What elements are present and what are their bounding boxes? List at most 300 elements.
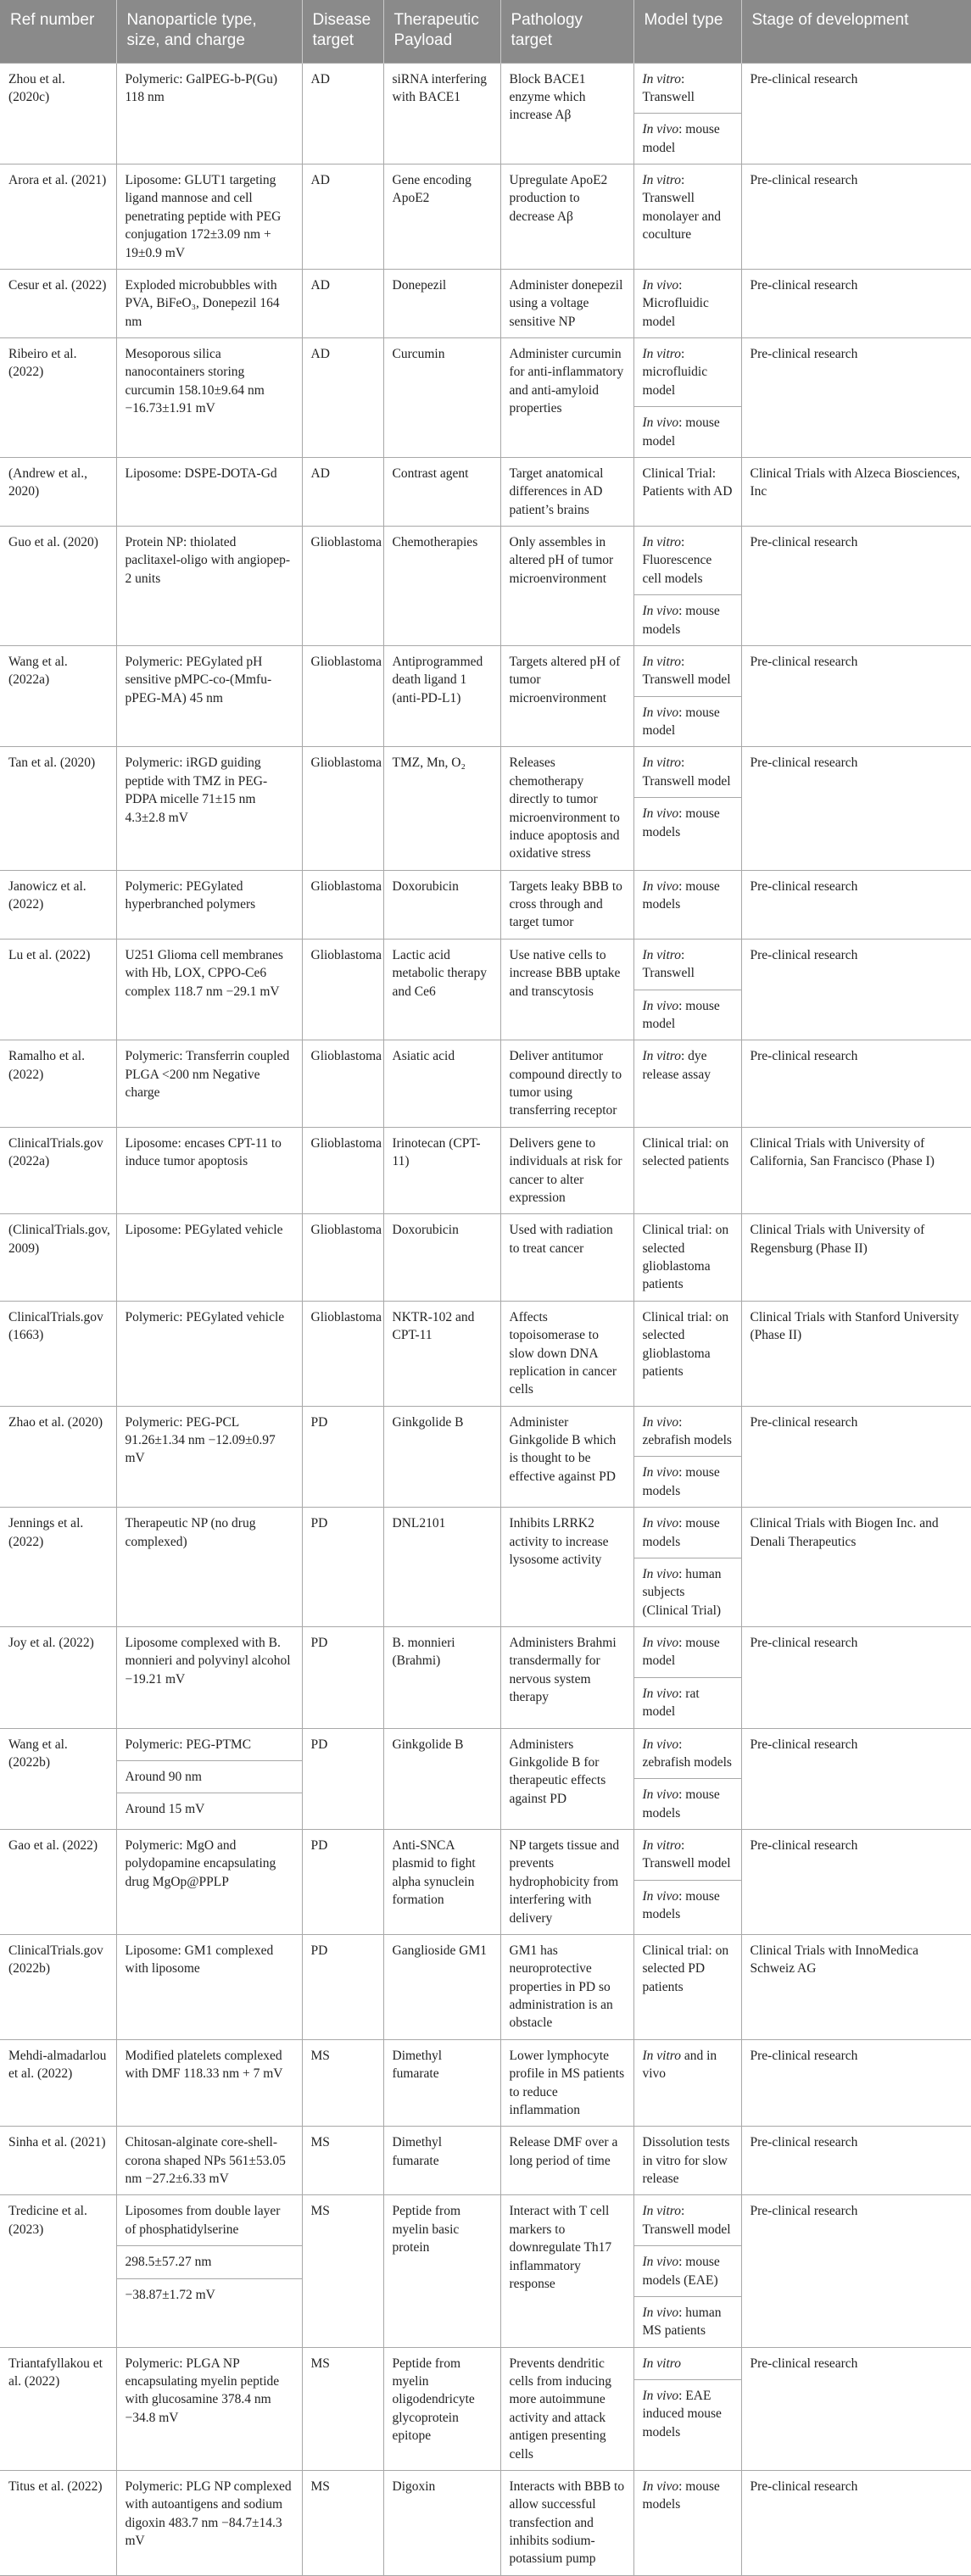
cell-disease: PD xyxy=(302,1934,383,2039)
cell-disease: AD xyxy=(302,457,383,526)
model-text: : Fluorescence cell models xyxy=(642,535,712,586)
cell-model xyxy=(633,1301,741,1406)
model-text: : mouse model xyxy=(642,998,720,1031)
cell-disease: MS xyxy=(302,2470,383,2575)
model-text: : mouse models xyxy=(642,2478,720,2512)
table-body xyxy=(0,63,971,2575)
model-text: : Transwell monolayer and coculture xyxy=(642,173,722,243)
model-text: : mouse model xyxy=(642,705,720,738)
cell-stage: Pre-clinical research xyxy=(741,870,971,939)
model-entry xyxy=(634,113,741,164)
table-row xyxy=(0,870,971,939)
table-row xyxy=(0,1214,971,1302)
model-text: and in vivo xyxy=(642,2048,717,2082)
cell-nanoparticle xyxy=(116,2195,302,2347)
cell-payload: Donepezil xyxy=(383,269,500,337)
cell-model xyxy=(633,2127,741,2195)
table-row xyxy=(0,1934,971,2039)
cell-payload: Ginkgolide B xyxy=(383,1728,500,1830)
model-label: In vivo xyxy=(642,1636,679,1650)
cell-model xyxy=(633,269,741,337)
model-text: : mouse models xyxy=(642,604,720,637)
cell-nanoparticle: Polymeric: GalPEG-b-P(Gu) 118 nm xyxy=(116,63,302,164)
cell-payload: Lactic acid metabolic therapy and Ce6 xyxy=(383,939,500,1040)
model-text: : mouse models xyxy=(642,806,720,839)
cell-nanoparticle: Polymeric: PEGylated vehicle xyxy=(116,1301,302,1406)
cell-stage: Clinical Trials with Stanford University (Phase II) xyxy=(741,1301,971,1406)
nanoparticle-line: 298.5±57.27 nm xyxy=(117,2245,302,2278)
cell-pathology: Releases chemotherapy directly to tumor microenvironment to induce apoptosis and oxidative stress xyxy=(500,747,633,870)
model-entry xyxy=(634,990,741,1040)
cell-nanoparticle: Exploded microbubbles with PVA, BiFeO₃, Donepezil 164 nm xyxy=(116,269,302,337)
cell-disease: MS xyxy=(302,2347,383,2470)
model-entry xyxy=(643,465,733,501)
header-stage: Stage of development xyxy=(741,0,971,63)
model-text: Clinical trial: on selected patients xyxy=(642,1135,729,1169)
cell-payload: TMZ, Mn, O₂ xyxy=(383,747,500,870)
table-row xyxy=(0,1127,971,1214)
model-label: In vivo xyxy=(642,1465,679,1480)
cell-payload: DNL2101 xyxy=(383,1508,500,1627)
cell-nanoparticle: Liposome: PEGylated vehicle xyxy=(116,1214,302,1302)
model-entry xyxy=(634,1830,741,1880)
cell-disease: Glioblastoma xyxy=(302,1127,383,1214)
model-label: In vivo xyxy=(642,2305,679,2320)
cell-nanoparticle: Polymeric: iRGD guiding peptide with TMZ in PEG-PDPA micelle 71±15 nm 4.3±2.8 mV xyxy=(116,747,302,870)
cell-ref: Wang et al. (2022b) xyxy=(0,1728,116,1830)
cell-model xyxy=(633,1728,741,1830)
model-entry xyxy=(634,2195,741,2245)
cell-stage: Pre-clinical research xyxy=(741,2470,971,2575)
cell-stage: Pre-clinical research xyxy=(741,1627,971,1729)
cell-nanoparticle: U251 Glioma cell membranes with Hb, LOX, CPPO-Ce6 complex 118.7 nm −29.1 mV xyxy=(116,939,302,1040)
cell-model xyxy=(633,2347,741,2470)
table-header xyxy=(0,0,971,63)
cell-nanoparticle: Mesoporous silica nanocontainers storing curcumin 158.10±9.64 nm −16.73±1.91 mV xyxy=(116,338,302,458)
table-row xyxy=(0,1406,971,1508)
cell-disease: AD xyxy=(302,164,383,270)
model-text: : mouse models xyxy=(642,878,720,912)
model-text: : mouse model xyxy=(642,122,720,155)
cell-nanoparticle: Protein NP: thiolated paclitaxel-oligo with angiopep-2 units xyxy=(116,527,302,646)
cell-nanoparticle: Liposome: GM1 complexed with liposome xyxy=(116,1934,302,2039)
cell-stage: Clinical Trials with Biogen Inc. and Denali Therapeutics xyxy=(741,1508,971,1627)
table-row xyxy=(0,645,971,747)
cell-pathology: Target anatomical differences in AD patient’s brains xyxy=(500,457,633,526)
cell-payload: Antiprogrammed death ligand 1 (anti-PD-L1) xyxy=(383,645,500,747)
model-label: In vivo xyxy=(642,2255,679,2270)
cell-stage: Pre-clinical research xyxy=(741,269,971,337)
model-label: In vivo xyxy=(642,806,679,822)
header-disease: Disease target xyxy=(302,0,383,63)
table-row xyxy=(0,1508,971,1627)
model-entry xyxy=(634,797,741,848)
cell-ref: Triantafyllakou et al. (2022) xyxy=(0,2347,116,2470)
cell-nanoparticle: Polymeric: PEGylated hyperbranched polymers xyxy=(116,870,302,939)
cell-nanoparticle: Chitosan-alginate core-shell-corona shaped NPs 561±53.05 nm −27.2±6.33 mV xyxy=(116,2127,302,2195)
cell-stage: Pre-clinical research xyxy=(741,2127,971,2195)
cell-pathology: Administer Ginkgolide B which is thought to be effective against PD xyxy=(500,1406,633,1508)
cell-ref: Ramalho et al. (2022) xyxy=(0,1040,116,1128)
cell-nanoparticle: Therapeutic NP (no drug complexed) xyxy=(116,1508,302,1627)
cell-nanoparticle: Liposome: encases CPT-11 to induce tumor apoptosis xyxy=(116,1127,302,1214)
cell-nanoparticle: Polymeric: PLG NP complexed with autoantigens and sodium digoxin 483.7 nm −84.7±14.3 mV xyxy=(116,2470,302,2575)
cell-ref: Zhou et al. (2020c) xyxy=(0,63,116,164)
cell-stage: Clinical Trials with University of California, San Francisco (Phase I) xyxy=(741,1127,971,1214)
table-row xyxy=(0,939,971,1040)
cell-model xyxy=(633,870,741,939)
cell-payload: Peptide from myelin oligodendricyte glycoprotein epitope xyxy=(383,2347,500,2470)
model-entry xyxy=(634,594,741,645)
model-entry xyxy=(643,1047,733,1084)
model-text: Clinical trial: on selected glioblastoma patients xyxy=(642,1309,729,1379)
cell-ref: Sinha et al. (2021) xyxy=(0,2127,116,2195)
cell-disease: PD xyxy=(302,1627,383,1729)
cell-payload: Dimethyl fumarate xyxy=(383,2039,500,2127)
cell-pathology: NP targets tissue and prevents hydrophobicity from interfering with delivery xyxy=(500,1830,633,1935)
cell-pathology: Release DMF over a long period of time xyxy=(500,2127,633,2195)
model-text: Dissolution tests in vitro for slow release xyxy=(642,2135,730,2186)
cell-model xyxy=(633,2039,741,2127)
cell-nanoparticle: Polymeric: Transferrin coupled PLGA <200 nm Negative charge xyxy=(116,1040,302,1128)
model-entry xyxy=(634,1627,741,1677)
table-row xyxy=(0,457,971,526)
model-entry xyxy=(634,1880,741,1931)
header-pathology: Pathology target xyxy=(500,0,633,63)
model-label: In vitro xyxy=(642,2048,681,2063)
cell-disease: MS xyxy=(302,2195,383,2347)
model-text: : Transwell xyxy=(642,71,695,104)
cell-stage: Pre-clinical research xyxy=(741,2039,971,2127)
cell-model xyxy=(633,338,741,458)
cell-model xyxy=(633,645,741,747)
header-payload: Therapeutic Payload xyxy=(383,0,500,63)
cell-ref: Zhao et al. (2020) xyxy=(0,1406,116,1508)
model-entry xyxy=(634,64,741,114)
cell-disease: AD xyxy=(302,63,383,164)
model-label: In vitro xyxy=(642,947,681,962)
model-label: In vivo xyxy=(642,2478,679,2494)
cell-ref: Arora et al. (2021) xyxy=(0,164,116,270)
table-row xyxy=(0,1627,971,1729)
model-text: : mouse models xyxy=(642,1465,720,1498)
model-text: : dye release assay xyxy=(642,1049,711,1082)
model-label: In vivo xyxy=(642,2389,679,2403)
model-entry xyxy=(634,1677,741,1728)
cell-model xyxy=(633,1627,741,1729)
model-label: In vitro xyxy=(642,2204,681,2219)
model-entry xyxy=(634,2348,741,2379)
cell-stage: Clinical Trials with University of Regensburg (Phase II) xyxy=(741,1214,971,1302)
header-nanoparticle: Nanoparticle type, size, and charge xyxy=(116,0,302,63)
model-label: In vitro xyxy=(642,535,681,549)
table-row xyxy=(0,1728,971,1830)
cell-nanoparticle: Polymeric: PEG-PCL 91.26±1.34 nm −12.09±0.97 mV xyxy=(116,1406,302,1508)
cell-stage: Pre-clinical research xyxy=(741,747,971,870)
model-entry xyxy=(634,1558,741,1626)
cell-nanoparticle: Liposome: DSPE-DOTA-Gd xyxy=(116,457,302,526)
model-text: : Transwell model xyxy=(642,756,731,789)
nanoparticle-line: Liposomes from double layer of phosphatidylserine xyxy=(125,2204,281,2237)
cell-ref: Lu et al. (2022) xyxy=(0,939,116,1040)
model-label: In vitro xyxy=(642,654,681,669)
cell-pathology: Lower lymphocyte profile in MS patients to reduce inflammation xyxy=(500,2039,633,2127)
cell-disease: PD xyxy=(302,1406,383,1508)
model-entry xyxy=(634,527,741,594)
cell-model xyxy=(633,939,741,1040)
model-entry xyxy=(643,2133,733,2188)
table-row xyxy=(0,2195,971,2347)
cell-pathology: Deliver antitumor compound directly to tumor using transferring receptor xyxy=(500,1040,633,1128)
cell-nanoparticle: Polymeric: MgO and polydopamine encapsulating drug MgOp@PPLP xyxy=(116,1830,302,1935)
cell-ref: Mehdi-almadarlou et al. (2022) xyxy=(0,2039,116,2127)
table-row xyxy=(0,2347,971,2470)
cell-payload: Irinotecan (CPT-11) xyxy=(383,1127,500,1214)
model-label: In vivo xyxy=(642,705,679,720)
model-entry xyxy=(634,1456,741,1507)
model-label: In vivo xyxy=(642,604,679,619)
model-entry xyxy=(643,2047,733,2083)
cell-model xyxy=(633,2470,741,2575)
table-row xyxy=(0,63,971,164)
model-text: : Microfluidic model xyxy=(642,277,709,329)
cell-payload: Anti-SNCA plasmid to fight alpha synuclein formation xyxy=(383,1830,500,1935)
model-entry xyxy=(634,1508,741,1558)
cell-stage: Pre-clinical research xyxy=(741,1040,971,1128)
cell-payload: Peptide from myelin basic protein xyxy=(383,2195,500,2347)
model-text: : human subjects (Clinical Trial) xyxy=(642,1566,722,1618)
table-row xyxy=(0,527,971,646)
model-entry xyxy=(643,1308,733,1381)
cell-stage: Pre-clinical research xyxy=(741,645,971,747)
cell-payload: Gene encoding ApoE2 xyxy=(383,164,500,270)
cell-ref: Gao et al. (2022) xyxy=(0,1830,116,1935)
cell-ref: Wang et al. (2022a) xyxy=(0,645,116,747)
cell-disease: Glioblastoma xyxy=(302,1301,383,1406)
cell-pathology: Affects topoisomerase to slow down DNA replication in cancer cells xyxy=(500,1301,633,1406)
cell-disease: PD xyxy=(302,1830,383,1935)
model-text: : zebrafish models xyxy=(642,1737,732,1770)
cell-stage: Pre-clinical research xyxy=(741,164,971,270)
model-entry xyxy=(634,940,741,990)
cell-stage: Pre-clinical research xyxy=(741,527,971,646)
header-model: Model type xyxy=(633,0,741,63)
nanoparticle-line: Around 15 mV xyxy=(117,1793,302,1825)
model-entry xyxy=(634,338,741,406)
model-label: In vivo xyxy=(642,1737,679,1752)
model-entry xyxy=(634,2379,741,2448)
cell-pathology: Interact with T cell markers to downregulate Th17 inflammatory response xyxy=(500,2195,633,2347)
table-row xyxy=(0,1040,971,1128)
cell-payload: Contrast agent xyxy=(383,457,500,526)
model-label: In vivo xyxy=(642,1686,679,1701)
cell-ref: ClinicalTrials.gov (1663) xyxy=(0,1301,116,1406)
cell-payload: NKTR-102 and CPT-11 xyxy=(383,1301,500,1406)
model-label: In vivo xyxy=(642,1787,679,1803)
model-entry xyxy=(634,696,741,747)
cell-pathology: Targets leaky BBB to cross through and target tumor xyxy=(500,870,633,939)
cell-payload: siRNA interfering with BACE1 xyxy=(383,63,500,164)
cell-pathology: Only assembles in altered pH of tumor microenvironment xyxy=(500,527,633,646)
cell-pathology: Targets altered pH of tumor microenvironment xyxy=(500,645,633,747)
cell-ref: Ribeiro et al. (2022) xyxy=(0,338,116,458)
cell-nanoparticle xyxy=(116,1728,302,1830)
cell-nanoparticle: Liposome: GLUT1 targeting ligand mannose and cell penetrating peptide with PEG conjugation 172±3.09 nm + 19±0.9 mV xyxy=(116,164,302,270)
cell-payload: Ganglioside GM1 xyxy=(383,1934,500,2039)
cell-stage: Clinical Trials with InnoMedica Schweiz AG xyxy=(741,1934,971,2039)
cell-disease: Glioblastoma xyxy=(302,645,383,747)
cell-disease: Glioblastoma xyxy=(302,939,383,1040)
model-label: In vitro xyxy=(642,756,681,771)
cell-stage: Pre-clinical research xyxy=(741,1728,971,1830)
model-entry xyxy=(634,406,741,457)
cell-ref: (ClinicalTrials.gov, 2009) xyxy=(0,1214,116,1302)
model-text: : Transwell model xyxy=(642,1838,731,1871)
table-row xyxy=(0,747,971,870)
cell-ref: Cesur et al. (2022) xyxy=(0,269,116,337)
model-text: : mouse models xyxy=(642,1787,720,1820)
model-entry xyxy=(643,1135,733,1171)
cell-model xyxy=(633,164,741,270)
model-text: Clinical trial: on selected glioblastoma patients xyxy=(642,1223,729,1292)
cell-pathology: Prevents dendritic cells from inducing more autoimmune activity and attack antigen presenting cells xyxy=(500,2347,633,2470)
cell-pathology: Administers Brahmi transdermally for nervous system therapy xyxy=(500,1627,633,1729)
model-label: In vitro xyxy=(642,71,681,86)
cell-model xyxy=(633,1040,741,1128)
model-text: : Transwell model xyxy=(642,654,731,688)
model-text: : Transwell xyxy=(642,947,695,981)
cell-payload: Doxorubicin xyxy=(383,1214,500,1302)
model-text: : rat model xyxy=(642,1686,700,1720)
table-row xyxy=(0,338,971,458)
table-row xyxy=(0,1301,971,1406)
model-label: In vivo xyxy=(642,1414,679,1430)
cell-disease: PD xyxy=(302,1508,383,1627)
cell-payload: Curcumin xyxy=(383,338,500,458)
cell-stage: Clinical Trials with Alzeca Biosciences, Inc xyxy=(741,457,971,526)
cell-stage: Pre-clinical research xyxy=(741,2347,971,2470)
cell-model xyxy=(633,747,741,870)
cell-payload: Chemotherapies xyxy=(383,527,500,646)
cell-payload: Digoxin xyxy=(383,2470,500,2575)
cell-model xyxy=(633,1127,741,1214)
model-label: In vitro xyxy=(642,347,681,361)
model-entry xyxy=(634,747,741,797)
header-row xyxy=(0,0,971,63)
cell-payload: Doxorubicin xyxy=(383,870,500,939)
cell-pathology: Inhibits LRRK2 activity to increase lysosome activity xyxy=(500,1508,633,1627)
model-text: : microfluidic model xyxy=(642,347,708,398)
cell-pathology: Administer donepezil using a voltage sensitive NP xyxy=(500,269,633,337)
cell-disease: MS xyxy=(302,2127,383,2195)
cell-model xyxy=(633,1508,741,1627)
cell-model xyxy=(633,1934,741,2039)
model-label: In vivo xyxy=(642,415,679,431)
cell-pathology: Use native cells to increase BBB uptake and transcytosis xyxy=(500,939,633,1040)
model-entry xyxy=(634,1729,741,1779)
table-row xyxy=(0,2039,971,2127)
model-label: In vitro xyxy=(642,1049,681,1064)
cell-ref: ClinicalTrials.gov (2022a) xyxy=(0,1127,116,1214)
model-entry xyxy=(634,2245,741,2296)
model-label: In vivo xyxy=(642,1888,679,1904)
model-label: In vitro xyxy=(642,173,681,187)
cell-model xyxy=(633,1830,741,1935)
cell-disease: Glioblastoma xyxy=(302,747,383,870)
cell-stage: Pre-clinical research xyxy=(741,338,971,458)
cell-nanoparticle: Modified platelets complexed with DMF 118.33 nm + 7 mV xyxy=(116,2039,302,2127)
model-label: In vitro xyxy=(642,2356,681,2371)
header-ref: Ref number xyxy=(0,0,116,63)
cell-disease: AD xyxy=(302,338,383,458)
cell-ref: Titus et al. (2022) xyxy=(0,2470,116,2575)
cell-pathology: Delivers gene to individuals at risk for cancer to alter expression xyxy=(500,1127,633,1214)
model-text: Clinical trial: on selected PD patients xyxy=(642,1943,729,1994)
model-entry xyxy=(643,171,733,244)
model-text: : mouse model xyxy=(642,1636,720,1669)
cell-ref: (Andrew et al., 2020) xyxy=(0,457,116,526)
cell-nanoparticle: Liposome complexed with B. monnieri and polyvinyl alcohol −19.21 mV xyxy=(116,1627,302,1729)
cell-ref: Tredicine et al. (2023) xyxy=(0,2195,116,2347)
model-text: Clinical Trial: Patients with AD xyxy=(642,466,733,499)
cell-pathology: Upregulate ApoE2 production to decrease Aβ xyxy=(500,164,633,270)
cell-disease: Glioblastoma xyxy=(302,870,383,939)
cell-ref: Jennings et al. (2022) xyxy=(0,1508,116,1627)
cell-disease: Glioblastoma xyxy=(302,1040,383,1128)
cell-disease: Glioblastoma xyxy=(302,527,383,646)
model-label: In vivo xyxy=(642,878,679,894)
cell-disease: PD xyxy=(302,1728,383,1830)
model-text: : EAE induced mouse models xyxy=(642,2389,722,2439)
model-entry xyxy=(634,1778,741,1829)
model-text: : mouse models (EAE) xyxy=(642,2255,720,2288)
cell-ref: Joy et al. (2022) xyxy=(0,1627,116,1729)
cell-stage: Pre-clinical research xyxy=(741,1830,971,1935)
cell-disease: MS xyxy=(302,2039,383,2127)
cell-stage: Pre-clinical research xyxy=(741,2195,971,2347)
table-row xyxy=(0,1830,971,1935)
cell-pathology: Interacts with BBB to allow successful transfection and inhibits sodium-potassium pump xyxy=(500,2470,633,2575)
table-row xyxy=(0,269,971,337)
table-row xyxy=(0,2127,971,2195)
model-entry xyxy=(643,2478,733,2514)
cell-pathology: Administers Ginkgolide B for therapeutic effects against PD xyxy=(500,1728,633,1830)
table-row xyxy=(0,164,971,270)
cell-model xyxy=(633,2195,741,2347)
cell-pathology: Block BACE1 enzyme which increase Aβ xyxy=(500,63,633,164)
model-label: In vivo xyxy=(642,1566,679,1581)
cell-pathology: Used with radiation to treat cancer xyxy=(500,1214,633,1302)
cell-stage: Pre-clinical research xyxy=(741,63,971,164)
model-label: In vivo xyxy=(642,998,679,1013)
cell-payload: Dimethyl fumarate xyxy=(383,2127,500,2195)
cell-stage: Pre-clinical research xyxy=(741,939,971,1040)
model-entry xyxy=(643,276,733,331)
model-entry xyxy=(643,1942,733,1996)
model-label: In vivo xyxy=(642,277,679,293)
cell-payload: B. monnieri (Brahmi) xyxy=(383,1627,500,1729)
cell-ref: ClinicalTrials.gov (2022b) xyxy=(0,1934,116,2039)
model-text: : zebrafish models xyxy=(642,1414,732,1447)
cell-model xyxy=(633,457,741,526)
nanoparticle-line: Polymeric: PEG-PTMC xyxy=(125,1737,252,1752)
model-text: : mouse models xyxy=(642,1888,720,1922)
model-text: : mouse model xyxy=(642,415,720,449)
nanoparticle-line: −38.87±1.72 mV xyxy=(117,2278,302,2311)
cell-payload: Ginkgolide B xyxy=(383,1406,500,1508)
cell-ref: Guo et al. (2020) xyxy=(0,527,116,646)
model-label: In vivo xyxy=(642,1516,679,1531)
